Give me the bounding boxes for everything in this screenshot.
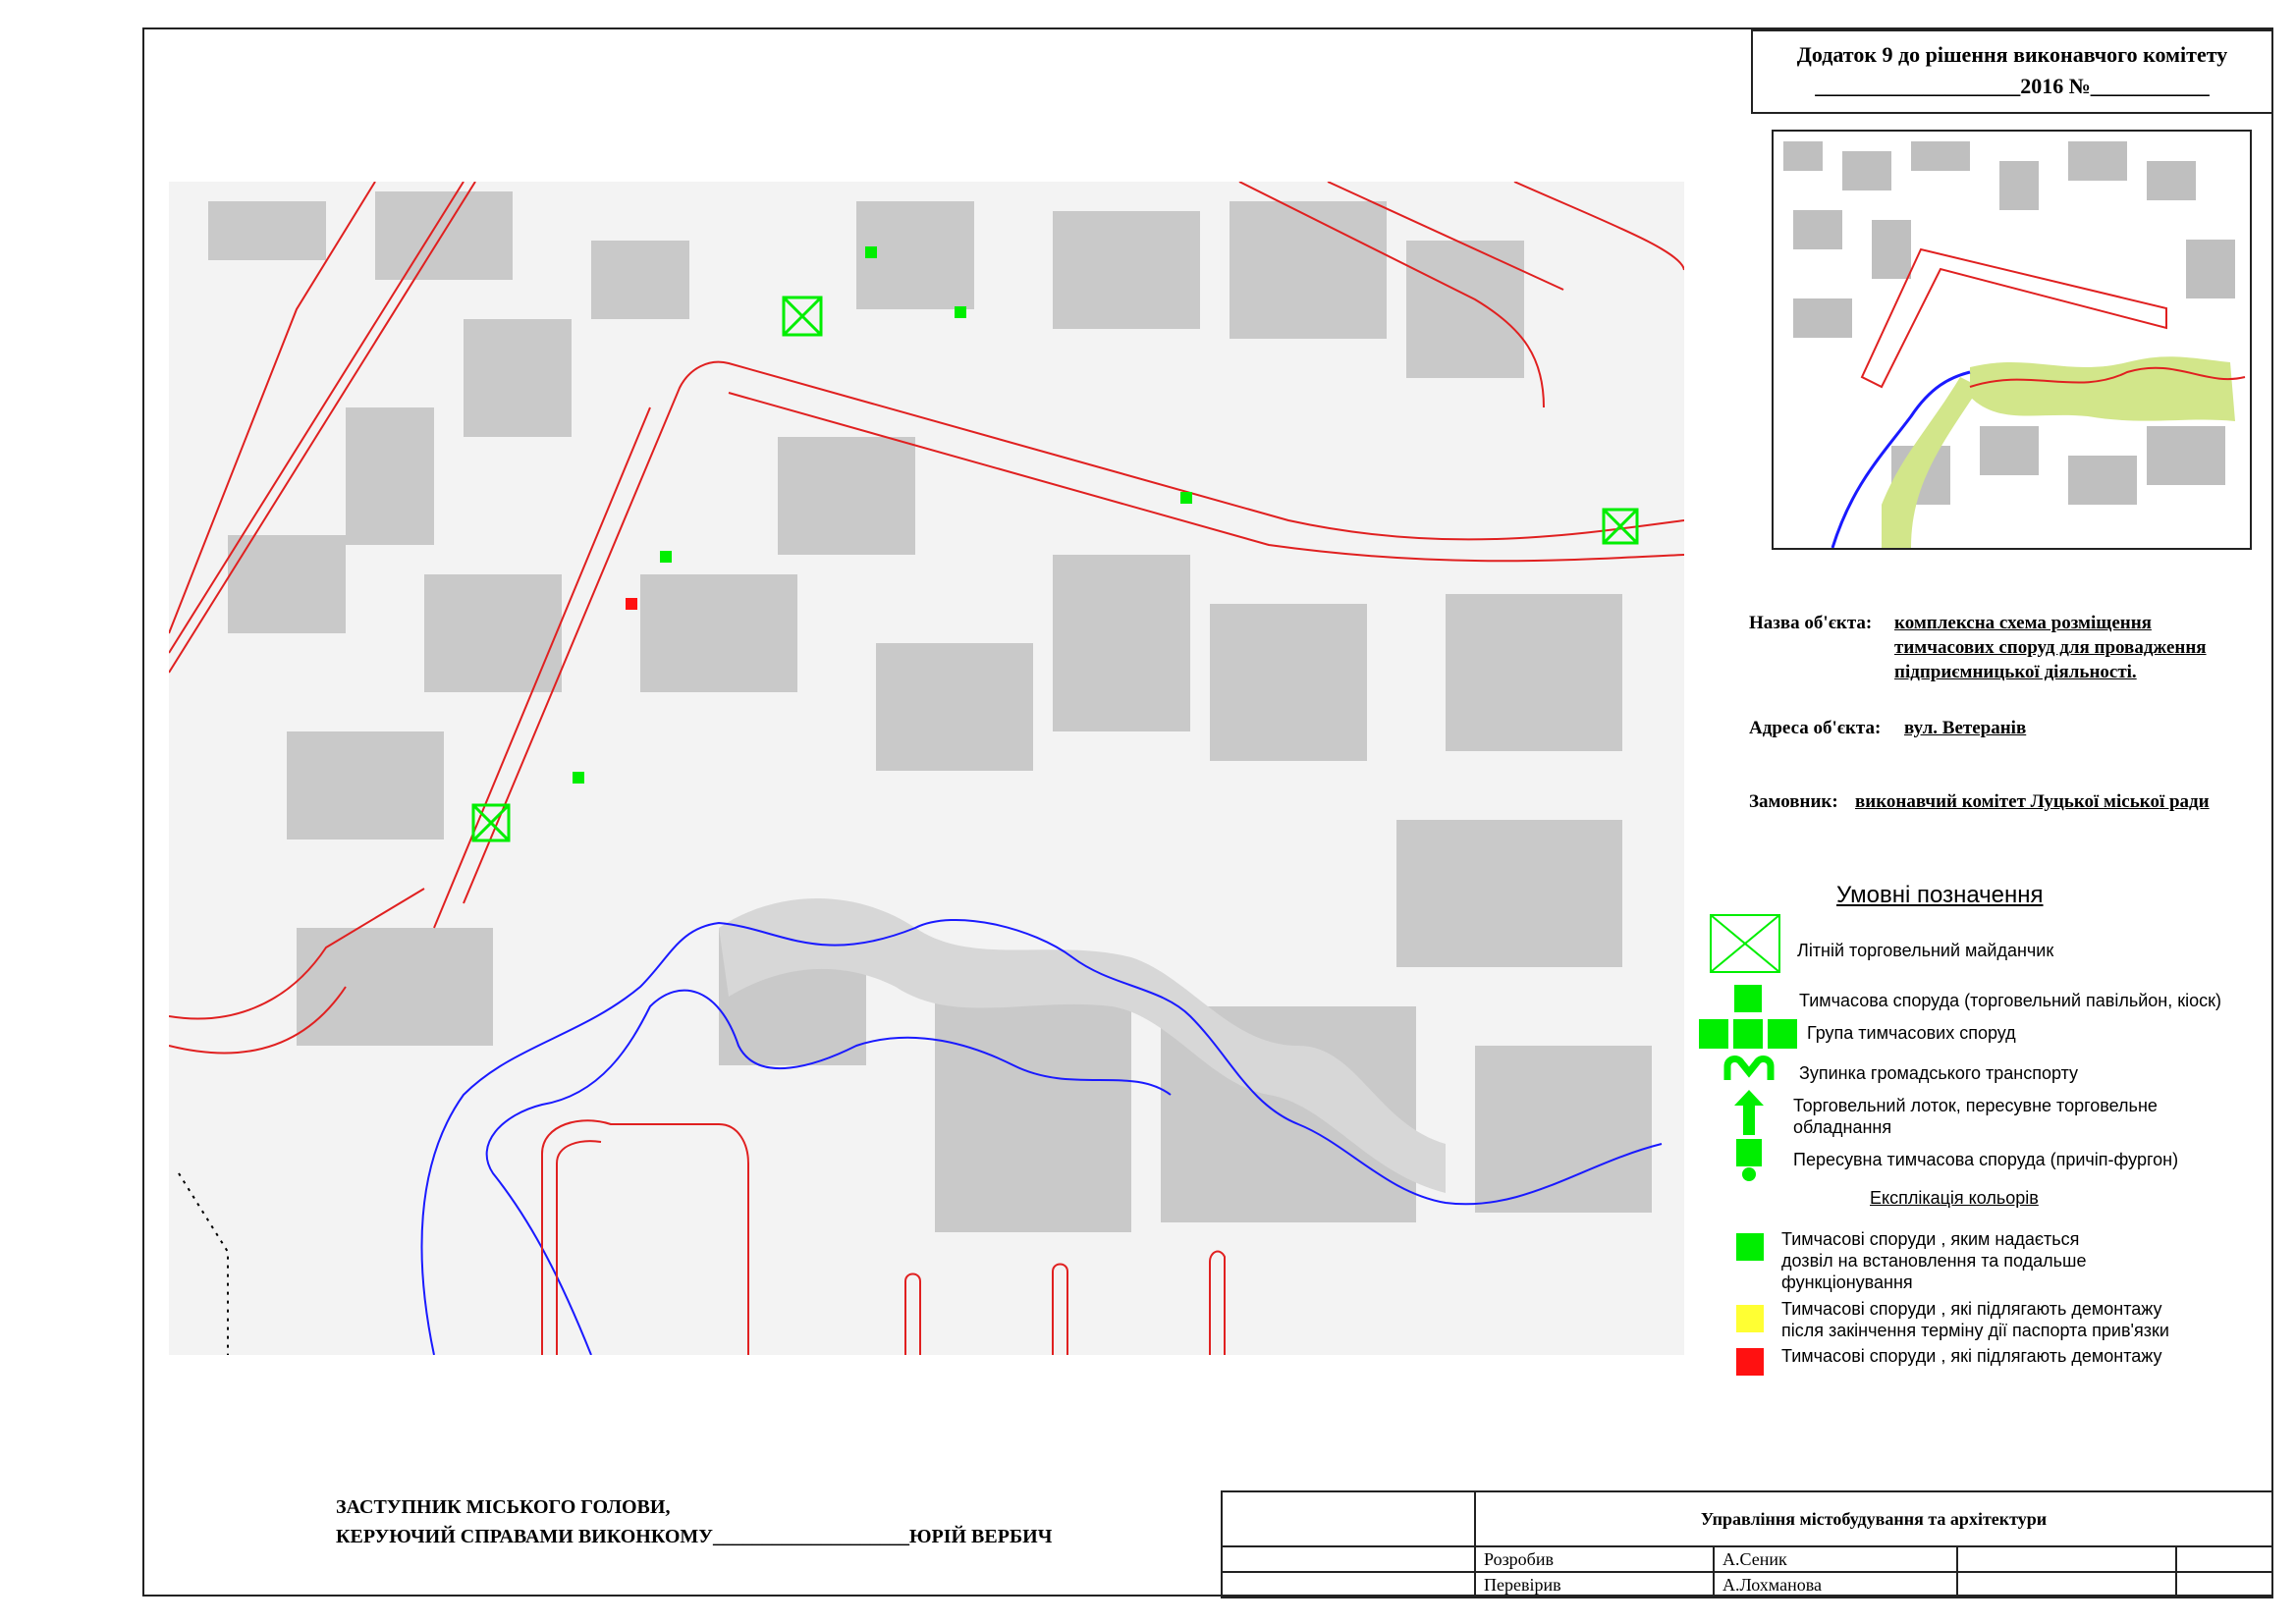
summer-platform-icon — [1709, 913, 1781, 974]
stamp-row1-label: Розробив — [1475, 1546, 1714, 1572]
legend-item-temporary-structure: Тимчасова споруда (торговельний павільйон, кіоск) — [1799, 991, 2221, 1010]
legend-item-trade-stall — [1793, 1095, 2158, 1138]
stamp-row2-date — [2176, 1572, 2272, 1597]
green-square-icon — [1734, 985, 1762, 1012]
stamp-row1-name: А.Сеник — [1714, 1546, 1957, 1572]
legend-item-trade-stall-line2: обладнання — [1793, 1117, 1892, 1137]
bus-stop-icon — [1723, 1053, 1775, 1082]
object-name-line1: комплексна схема розміщення — [1894, 613, 2152, 633]
legend-title: Умовні позначення — [1836, 882, 2044, 908]
color-item-green-line2: дозвіл на встановлення та подальше — [1781, 1251, 2087, 1271]
object-address-value: вул. Ветеранів — [1904, 718, 2027, 738]
customer-value: виконавчий комітет Луцької міської ради — [1855, 791, 2210, 812]
legend-item-trailer: Пересувна тимчасова споруда (причіп-фургон) — [1793, 1150, 2179, 1169]
color-swatch-yellow — [1736, 1305, 1764, 1332]
green-cross-group-icon — [1699, 1017, 1797, 1051]
color-item-red: Тимчасові споруди , які підлягають демонтажу — [1781, 1346, 2162, 1366]
stamp-org: Управління містобудування та архітектури — [1475, 1491, 2272, 1546]
object-address-label: Адреса об'єкта: — [1749, 718, 1882, 738]
stamp-empty-cell — [1222, 1491, 1475, 1546]
stamp-row1-date — [2176, 1546, 2272, 1572]
colors-title: Експлікація кольорів — [1870, 1188, 2039, 1208]
overview-canvas — [1774, 132, 2250, 548]
stamp-row1-sign — [1957, 1546, 2176, 1572]
object-name-line3: підприємницької діяльності. — [1894, 662, 2137, 682]
appendix-header — [1751, 29, 2273, 114]
stamp-row2-name: А.Лохманова — [1714, 1572, 1957, 1597]
color-item-green — [1781, 1228, 2087, 1293]
appendix-title: Додаток 9 до рішення виконавчого комітету — [1796, 42, 2228, 67]
signature-line1: ЗАСТУПНИК МІСЬКОГО ГОЛОВИ, — [336, 1496, 671, 1518]
appendix-date-number: ___________________2016 №___________ — [1815, 74, 2210, 98]
legend-item-bus-stop: Зупинка громадського транспорту — [1799, 1063, 2079, 1083]
stamp-empty-cell — [1222, 1546, 1475, 1572]
legend-item-summer-platform: Літній торговельний майданчик — [1797, 941, 2054, 960]
color-swatch-green — [1736, 1233, 1764, 1261]
legend-item-trade-stall-line1: Торговельний лоток, пересувне торговельне — [1793, 1096, 2158, 1115]
color-item-yellow-line1: Тимчасові споруди , які підлягають демонтажу — [1781, 1299, 2162, 1319]
object-name-line2: тимчасових споруд для провадження — [1894, 637, 2207, 658]
title-block — [1221, 1490, 2273, 1597]
signature-block — [336, 1492, 1052, 1551]
signature-line2: КЕРУЮЧИЙ СПРАВАМИ ВИКОНКОМУ____________________ЮРІЙ ВЕРБИЧ — [336, 1526, 1053, 1547]
arrow-up-icon — [1734, 1090, 1764, 1135]
map-canvas — [169, 182, 1684, 1355]
color-item-yellow — [1781, 1298, 2169, 1341]
object-name-label: Назва об'єкта: — [1749, 613, 1873, 633]
trailer-icon — [1736, 1139, 1762, 1182]
stamp-row2-label: Перевірив — [1475, 1572, 1714, 1597]
legend-item-structure-group: Група тимчасових споруд — [1807, 1023, 2016, 1043]
stamp-row2-sign — [1957, 1572, 2176, 1597]
overview-map[interactable] — [1772, 130, 2252, 550]
color-swatch-red — [1736, 1348, 1764, 1376]
main-map[interactable] — [169, 182, 1684, 1355]
color-item-green-line1: Тимчасові споруди , яким надається — [1781, 1229, 2080, 1249]
customer-label: Замовник: — [1749, 791, 1838, 812]
stamp-empty-cell — [1222, 1572, 1475, 1597]
color-item-yellow-line2: після закінчення терміну дії паспорта прив'язки — [1781, 1321, 2169, 1340]
color-item-green-line3: функціонування — [1781, 1272, 1913, 1292]
